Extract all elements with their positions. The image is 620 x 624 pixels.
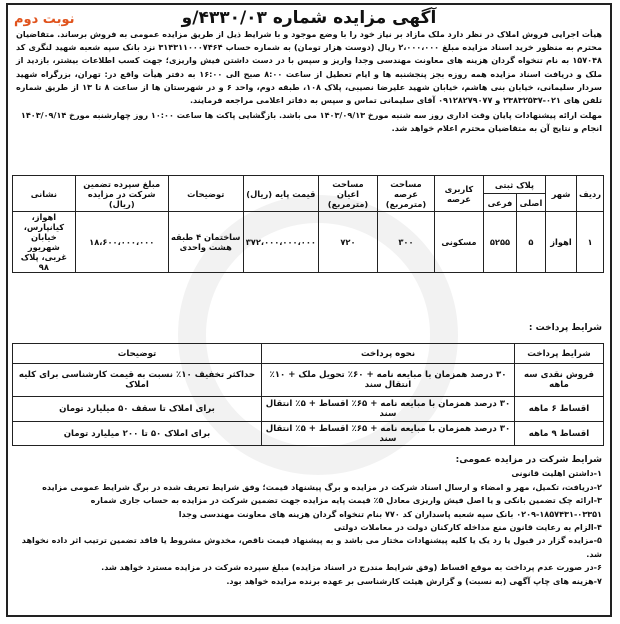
col-desc: توضیحات bbox=[168, 176, 243, 212]
col-city: شهر bbox=[545, 176, 576, 212]
cell-building-area: ۷۲۰ bbox=[318, 212, 377, 273]
condition-item: ۶-در صورت عدم پرداخت به موقع اقساط (وفق شرایط مندرج در اسناد مزایده) مبلغ سپرده شرکت در مزایده مسترد خواهد شد. bbox=[101, 562, 602, 573]
conditions-list bbox=[16, 454, 602, 588]
condition-item: ۵-مزایده گزار در قبول یا رد یک یا کلیه پیشنهادات مختار می باشد و به پیشنهاد قیمت ناقص، مخدوش مشروط یا فاقد تضمین ترتیب اثر داده نخواهد شد. bbox=[21, 535, 602, 559]
cell-pay-method: ۳۰ درصد همزمان با مبایعه نامه + ۶۰٪ تحویل ملک + ۱۰٪ انتقال سند bbox=[262, 364, 515, 397]
cell-pay-desc: برای املاک ۵۰ تا ۲۰۰ میلیارد تومان bbox=[13, 422, 262, 446]
col-pay-cond: شرایط پرداخت bbox=[515, 344, 604, 364]
cell-land-area: ۳۰۰ bbox=[377, 212, 434, 273]
cell-pay-cond: اقساط ۶ ماهه bbox=[515, 397, 604, 422]
table-row bbox=[13, 212, 604, 273]
cell-deposit: ۱۸،۶۰۰،۰۰۰،۰۰۰ bbox=[75, 212, 168, 273]
cell-pay-desc: حداکثر تخفیف ۱۰٪ نسبت به قیمت کارشناسی برای کلیه املاک bbox=[13, 364, 262, 397]
conditions-heading: شرایط شرکت در مزایده عمومی: bbox=[455, 455, 602, 465]
condition-item: ۴-الزام به رعایت قانون منع مداخله کارکنان دولت در معاملات دولتی bbox=[333, 522, 602, 533]
condition-item: ۷-هزینه های چاپ آگهی (به نسبت) و گزارش هیئت کارشناسی بر عهده برنده مزایده خواهد بود. bbox=[226, 575, 602, 586]
cell-pay-cond: فروش نقدی سه ماهه bbox=[515, 364, 604, 397]
col-plaque: پلاک ثبتی bbox=[483, 176, 545, 194]
payment-heading: شرایط پرداخت : bbox=[528, 323, 602, 333]
round-badge: نوبت دوم bbox=[14, 12, 75, 27]
condition-item: ۳-ارائه چک تضمین بانکی و یا اصل فیش واریزی معادل ۵٪ قیمت پایه مزایده جهت تضمین شرکت در مزایده به حساب جاری شماره ۰۳۳۵۱-۱۸۵۷۴۳۱-۰۲۰۹ بانک سپه شعبه پاسداران کد ۷۷۰ بنام تنخواه گردان هزینه های معاونت مهندسی وجدا bbox=[90, 495, 602, 519]
cell-pay-method: ۳۰ درصد همزمان با مبایعه نامه + ۶۵٪ اقساط + ۵٪ انتقال سند bbox=[262, 397, 515, 422]
cell-usage: مسکونی bbox=[434, 212, 483, 273]
cell-base-price: ۳۷۲،۰۰۰،۰۰۰،۰۰۰ bbox=[243, 212, 318, 273]
table-row bbox=[13, 422, 604, 446]
cell-sub: ۵۲۵۵ bbox=[483, 212, 516, 273]
cell-address: اهواز، کیانپارس، خیابان شهریور غربی، پلاک ۹۸ bbox=[13, 212, 76, 273]
cell-pay-desc: برای املاک تا سقف ۵۰ میلیارد تومان bbox=[13, 397, 262, 422]
col-main: اصلی bbox=[516, 194, 545, 212]
cell-desc: ساختمان ۴ طبقه هشت واحدی bbox=[168, 212, 243, 273]
col-pay-method: نحوه پرداخت bbox=[262, 344, 515, 364]
col-base-price: قیمت پایه (ریال) bbox=[243, 176, 318, 212]
cell-pay-cond: اقساط ۹ ماهه bbox=[515, 422, 604, 446]
notice-frame bbox=[6, 3, 612, 617]
cell-city: اهواز bbox=[545, 212, 576, 273]
cell-row: ۱ bbox=[576, 212, 603, 273]
deadline-paragraph: مهلت ارائه پیشنهادات پایان وقت اداری روز سه شنبه مورخ ۱۴۰۳/۰۹/۱۳ می باشد. بازگشایی پاکت ها ساعت ۱۰:۰۰ روز چهارشنبه مورخ ۱۴۰۳/۰۹/۱۴ انجام و نتایج آن به متقاضیان محترم اعلام خواهد شد. bbox=[20, 110, 602, 134]
payment-table bbox=[12, 343, 604, 446]
property-table bbox=[12, 175, 604, 273]
cell-main: ۵ bbox=[516, 212, 545, 273]
notice-title: آگهی مزایده شماره ۴۳۳۰/۰۳/و bbox=[181, 8, 437, 28]
table-row bbox=[13, 397, 604, 422]
col-deposit: مبلغ سپرده تضمین شرکت در مزایده (ریال) bbox=[75, 176, 168, 212]
table-row bbox=[13, 364, 604, 397]
condition-item: ۲-دریافت، تکمیل، مهر و امضاء و ارسال اسناد شرکت در مزایده و برگ پیشنهاد قیمت؛ وفق شرایط تعریف شده در برگ شرایط عمومی مزایده bbox=[42, 481, 602, 492]
col-row: ردیف bbox=[576, 176, 603, 212]
col-usage: کاربری عرصه bbox=[434, 176, 483, 212]
col-sub: فرعی bbox=[483, 194, 516, 212]
col-land-area: مساحت عرصه (مترمربع) bbox=[377, 176, 434, 212]
col-building-area: مساحت اعیان (مترمربع) bbox=[318, 176, 377, 212]
col-pay-desc: توضیحات bbox=[13, 344, 262, 364]
cell-pay-method: ۳۰ درصد همزمان با مبایعه نامه + ۶۵٪ اقساط + ۵٪ انتقال سند bbox=[262, 422, 515, 446]
col-address: نشانی bbox=[13, 176, 76, 212]
condition-item: ۱-داشتن اهلیت قانونی bbox=[511, 468, 602, 479]
intro-paragraph: هیأت اجرایی فروش املاک در نظر دارد ملک مازاد بر نیاز خود را با وضع موجود و با شرایط ذیل از طریق مزایده عمومی به فروش برساند. متقاضیان محترم به منظور خرید اسناد مزایده مبلغ ۲،۰۰۰،۰۰۰ ریال (دوست هزار تومان) به شماره حساب ۳۱۴۳۱۱۰۰۰۷۴۶۴ نزد بانک سپه شعبه شهید لنگری کد ۱۵۷۰۴۸ به نام تنخواه گردان هزینه های معاونت مهندسی وجدا واریز و سپس با در دست داشتن فیش واریزی؛ جهت کسب اطلاعات بیشتر، بازدید از ملک و دریافت اسناد مزایده همه روزه بجز پنجشنبه ها و ایام تعطیل از ساعت ۸:۰۰ صبح الی ۱۶:۰۰ به دفتر هیأت واقع در: تهران، بزرگراه شهید سردار سلیمانی، خیابان بنی هاشم، خیابان شهید علیرضا نصیبی، پلاک ۱۰۸، طبقه دوم، واحد ۶ و در شهرستان ها از ساعت ۸ تا ۱۳ از طریق شماره تلفن های ۰۲۱-۲۳۸۳۲۵۳۷ و ۰۹۱۲۸۲۷۹۰۷۷ آقای سلیمانی تماس و سپس به دفاتر اعلامی مراجعه فرمایند. bbox=[16, 29, 603, 106]
